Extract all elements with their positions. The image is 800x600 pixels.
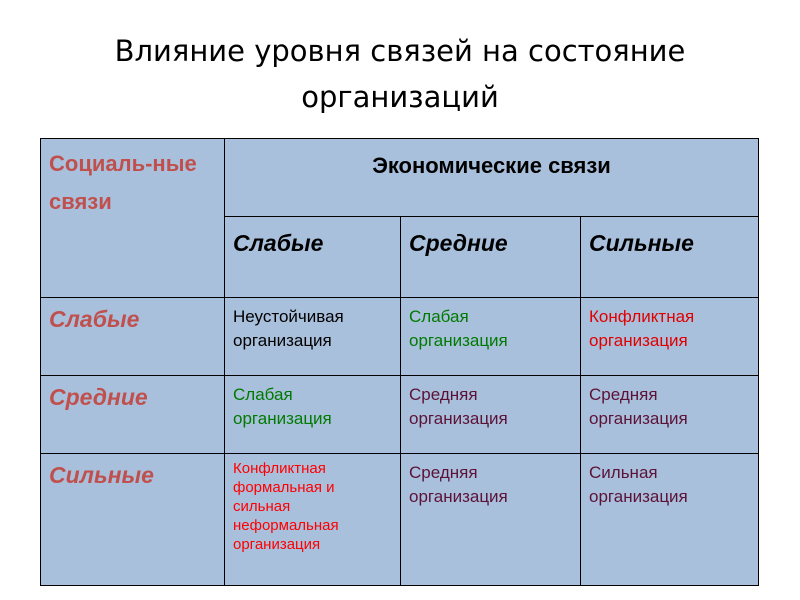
row-header-strong: Сильные [41, 454, 225, 586]
table-cell: Слабая организация [401, 298, 581, 376]
table-row [41, 376, 759, 454]
table-row [41, 298, 759, 376]
table-cell: Средняя организация [401, 454, 581, 586]
table-cell: Сильная организация [581, 454, 759, 586]
connections-table [40, 138, 758, 585]
table-cell: Слабая организация [225, 376, 401, 454]
column-header-medium: Средние [401, 217, 581, 298]
column-header-weak: Слабые [225, 217, 401, 298]
slide-title: Влияние уровня связей на состояние организаций [114, 34, 686, 114]
economic-connections-header: Экономические связи [225, 139, 759, 217]
table-cell: Конфликтная формальная и сильная неформальная организация [225, 454, 401, 586]
row-header-medium: Средние [41, 376, 225, 454]
table-cell: Неустойчивая организация [225, 298, 401, 376]
column-header-strong: Сильные [581, 217, 759, 298]
table-row [41, 454, 759, 586]
social-connections-header: Социаль-ные связи [41, 139, 225, 298]
table-cell: Средняя организация [401, 376, 581, 454]
row-header-weak: Слабые [41, 298, 225, 376]
table-cell: Средняя организация [581, 376, 759, 454]
table-cell: Конфликтная организация [581, 298, 759, 376]
